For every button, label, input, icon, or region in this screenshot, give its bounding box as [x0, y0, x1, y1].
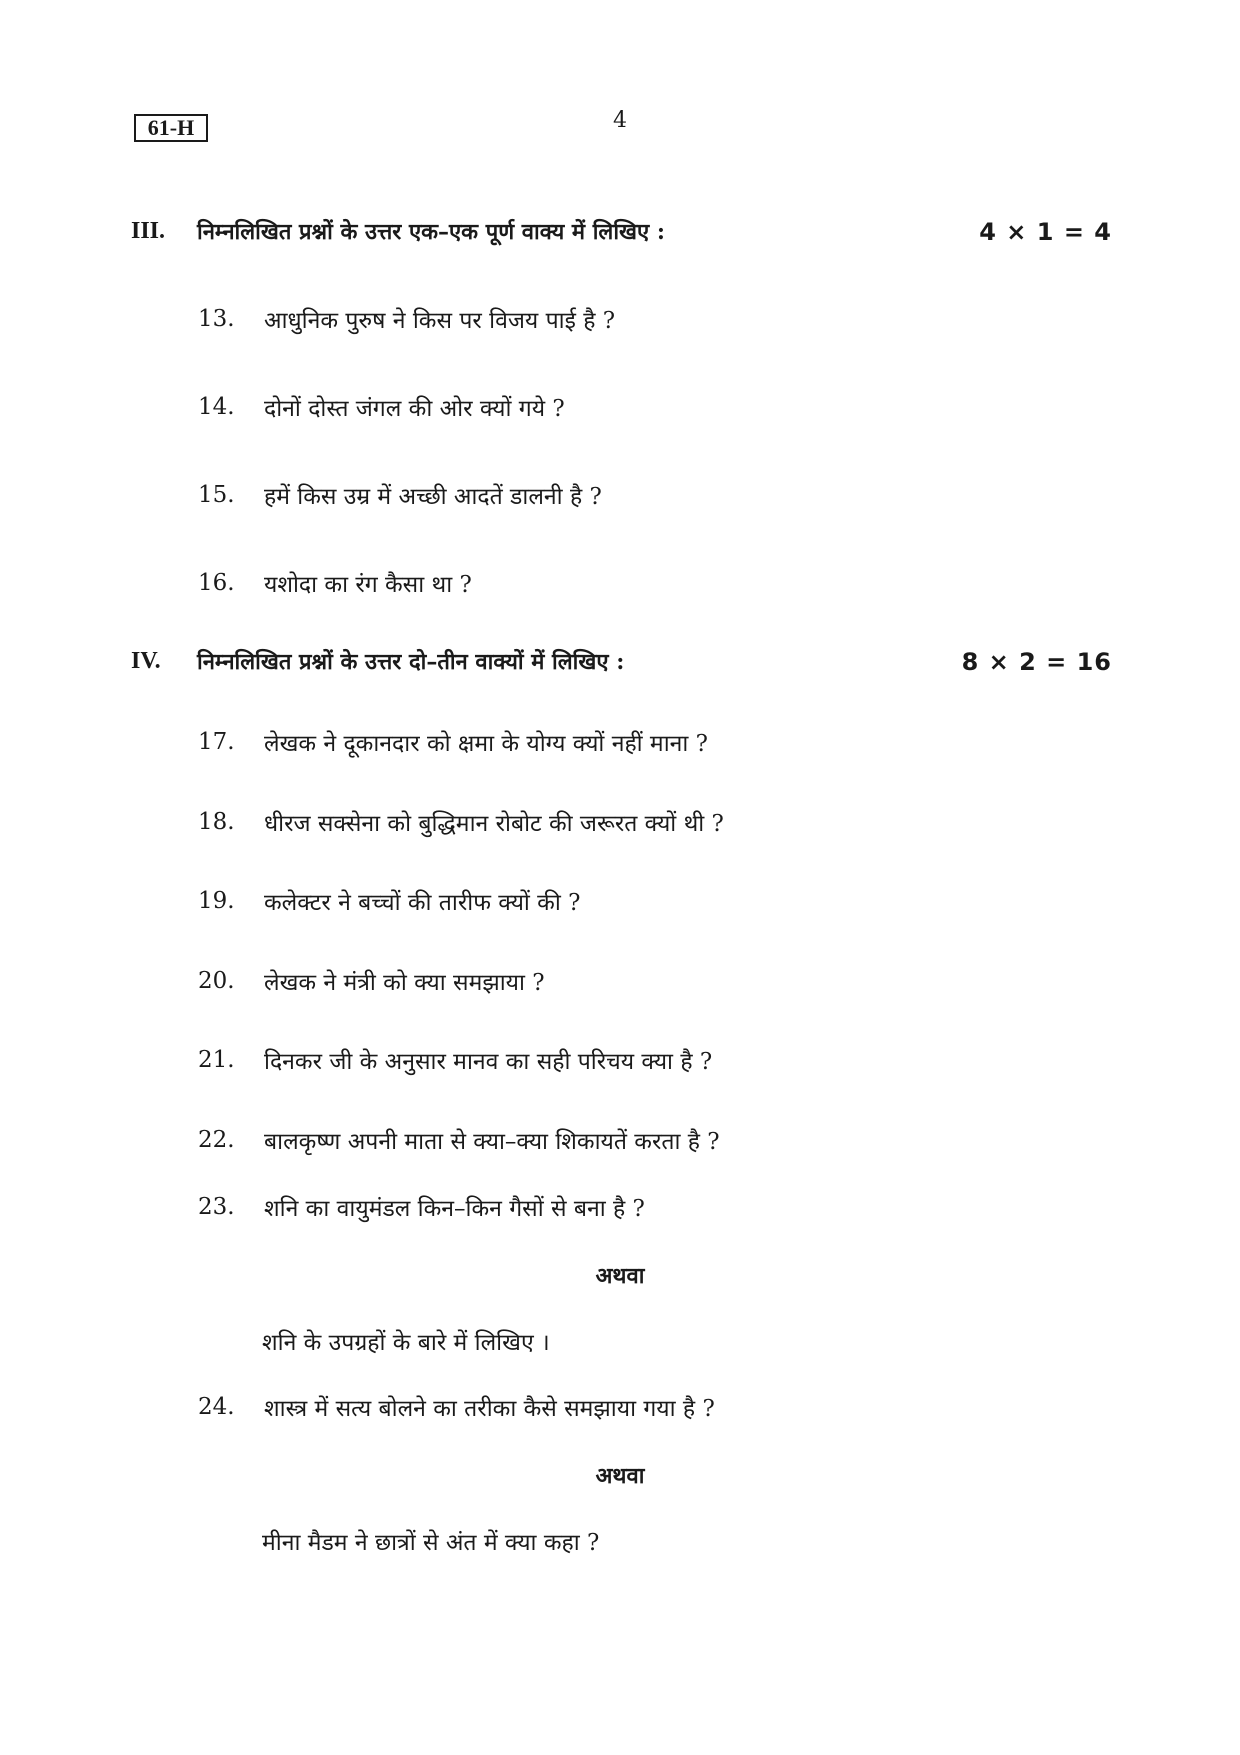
question-number: 21. [198, 1047, 235, 1073]
question-text: दिनकर जी के अनुसार मानव का सही परिचय क्या है ? [264, 1049, 713, 1075]
question-text: बालकृष्ण अपनी माता से क्या–क्या शिकायतें करता है ? [264, 1129, 720, 1155]
section-number: III. [131, 218, 166, 244]
alternative-question-text: मीना मैडम ने छात्रों से अंत में क्या कहा ? [262, 1530, 600, 1556]
question-number: 24. [198, 1394, 235, 1420]
question-text: यशोदा का रंग कैसा था ? [264, 572, 472, 598]
question-text: हमें किस उम्र में अच्छी आदतें डालनी है ? [264, 484, 602, 510]
question-number: 18. [198, 809, 235, 835]
paper-code-box: 61-H [134, 114, 208, 142]
question-number: 22. [198, 1127, 235, 1153]
question-text: धीरज सक्सेना को बुद्धिमान रोबोट की जरूरत क्यों थी ? [264, 811, 724, 837]
alternative-question-text: शनि के उपग्रहों के बारे में लिखिए । [262, 1330, 550, 1356]
question-text: लेखक ने मंत्री को क्या समझाया ? [264, 970, 545, 996]
section-marks: 8 × 2 = 16 [961, 648, 1112, 676]
question-number: 16. [198, 570, 235, 596]
question-number: 15. [198, 482, 235, 508]
question-number: 17. [198, 729, 235, 755]
question-number: 23. [198, 1194, 235, 1220]
question-number: 20. [198, 968, 235, 994]
question-number: 13. [198, 306, 235, 332]
or-label: अथवा [595, 1263, 645, 1289]
question-text: दोनों दोस्त जंगल की ओर क्यों गये ? [264, 396, 565, 422]
question-text: आधुनिक पुरुष ने किस पर विजय पाई है ? [264, 308, 616, 334]
question-number: 19. [198, 888, 235, 914]
page-number: 4 [613, 108, 627, 133]
question-text: कलेक्टर ने बच्चों की तारीफ क्यों की ? [264, 890, 581, 916]
section-number: IV. [131, 648, 161, 674]
question-text: शनि का वायुमंडल किन–किन गैसों से बना है ? [264, 1196, 645, 1222]
section-title: निम्नलिखित प्रश्नों के उत्तर दो–तीन वाक्यों में लिखिए : [197, 649, 625, 675]
question-text: शास्त्र में सत्य बोलने का तरीका कैसे समझाया गया है ? [264, 1396, 715, 1422]
question-number: 14. [198, 394, 235, 420]
question-text: लेखक ने दूकानदार को क्षमा के योग्य क्यों नहीं माना ? [264, 731, 709, 757]
or-label: अथवा [595, 1463, 645, 1489]
section-marks: 4 × 1 = 4 [979, 218, 1112, 246]
section-title: निम्नलिखित प्रश्नों के उत्तर एक–एक पूर्ण वाक्य में लिखिए : [197, 219, 665, 245]
